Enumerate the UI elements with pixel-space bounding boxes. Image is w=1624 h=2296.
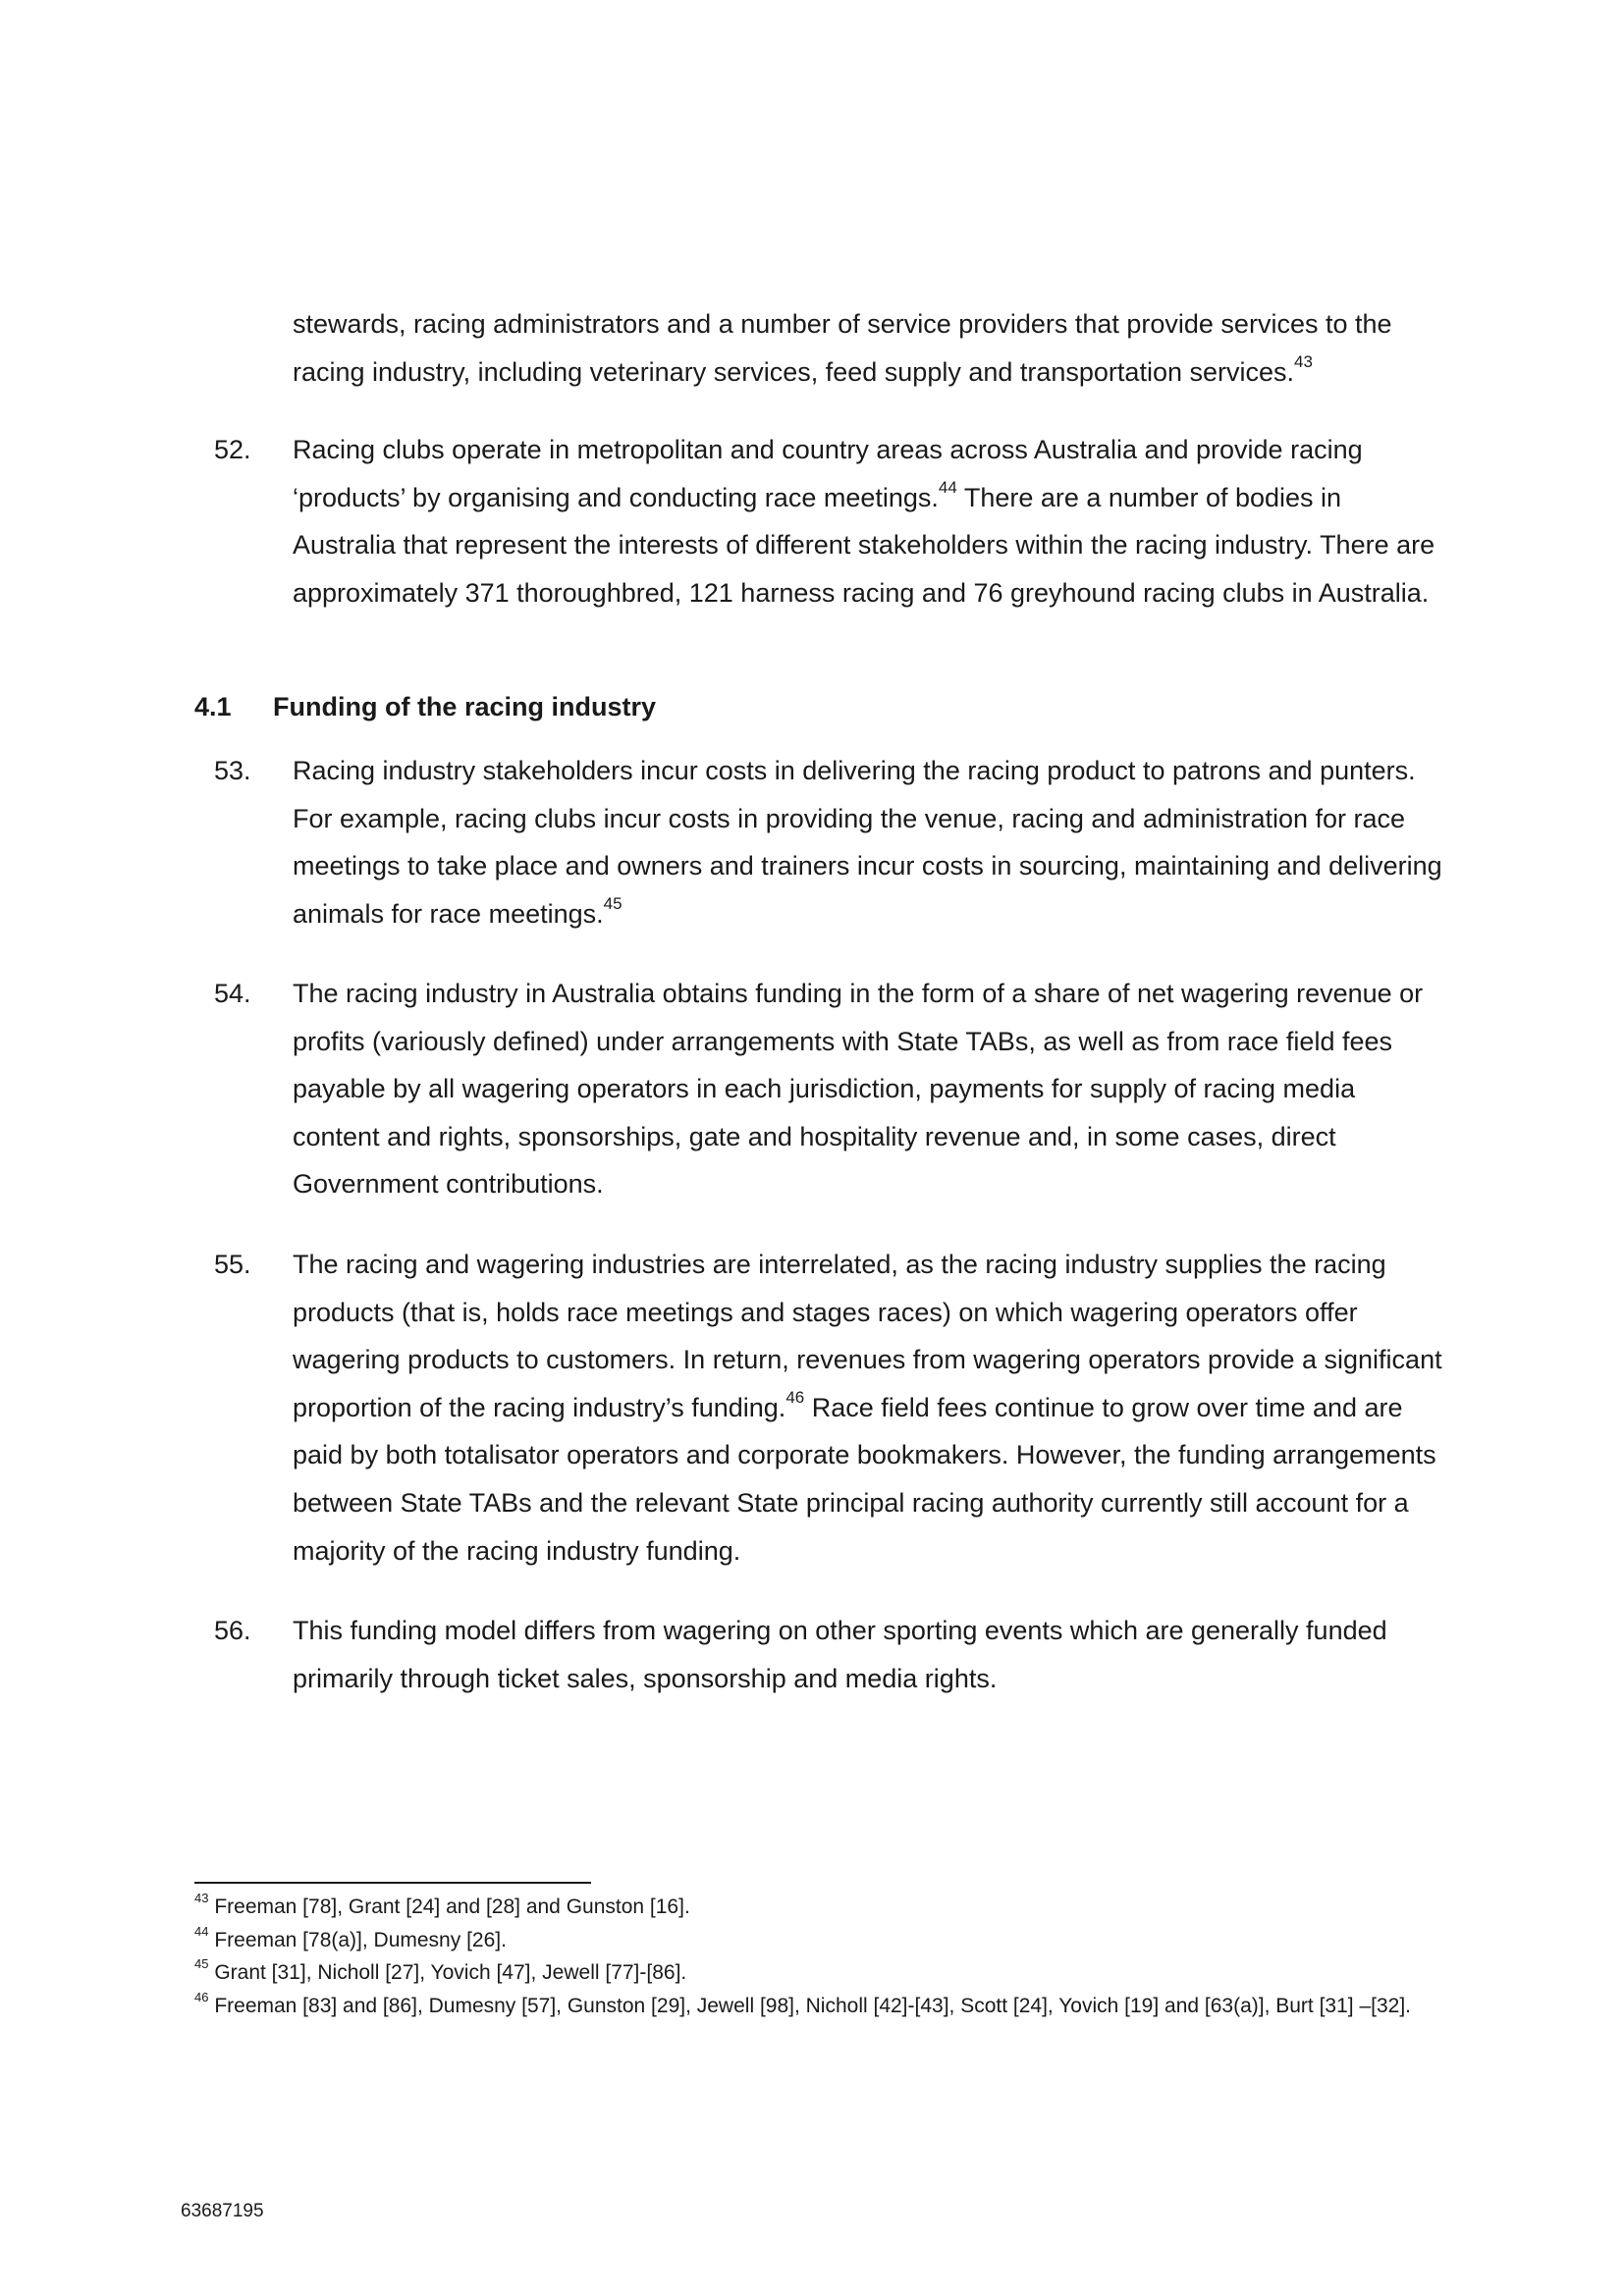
footnote-text: Freeman [83] and [86], Dumesny [57], Gunston [29], Jewell [98], Nicholl [42]-[43], Scott [24], Yovich [19] and [63(a)], Burt [31] –[32]. xyxy=(214,1994,1411,2017)
paragraph-55-text-a: The racing and wagering industries are interrelated, as the racing industry supplies the racing products (that is, holds race meetings and stages races) on which wagering operators offer wagering products to customers. In return, revenues from wagering operators provide a significant proportion of the racing industry’s funding. xyxy=(293,1250,1442,1422)
footnote-text: Freeman [78], Grant [24] and [28] and Gunston [16]. xyxy=(214,1896,690,1918)
paragraph-54 xyxy=(293,970,1446,1208)
footnote-number: 43 xyxy=(194,1891,209,1905)
footnote-44 xyxy=(194,1924,1441,1957)
footnote-text: Grant [31], Nicholl [27], Yovich [47], Jewell [77]-[86]. xyxy=(214,1961,687,1984)
paragraph-53 xyxy=(293,747,1446,937)
paragraph-number-55: 55. xyxy=(214,1250,251,1279)
footnote-46 xyxy=(194,1990,1441,2023)
document-id: 63687195 xyxy=(181,2201,264,2221)
footnote-number: 45 xyxy=(194,1956,209,1971)
paragraph-52 xyxy=(293,426,1446,616)
section-heading: Funding of the racing industry xyxy=(273,692,656,721)
footnote-ref-46[interactable]: 46 xyxy=(785,1387,805,1407)
paragraph-53-text: Racing industry stakeholders incur costs in delivering the racing product to patrons and punters. For example, racing clubs incur costs in providing the venue, racing and administration for race meetings to take place and owners and trainers incur costs in sourcing, maintaining and delivering animals for race meetings. xyxy=(293,756,1442,929)
paragraph-52-text-b: There are a number of bodies in Australia that represent the interests of different stakeholders within the racing industry. There are approximately 371 thoroughbred, 121 harness racing and 76 greyhound racing clubs in Australia. xyxy=(293,482,1435,608)
continuation-text: stewards, racing administrators and a number of service providers that provide services to the racing industry, including veterinary services, feed supply and transportation services. xyxy=(293,309,1392,387)
footnote-ref-44[interactable]: 44 xyxy=(938,477,957,497)
paragraph-56-text: This funding model differs from wagering on other sporting events which are generally funded primarily through ticket sales, sponsorship and media rights. xyxy=(293,1616,1387,1693)
footnote-text: Freeman [78(a)], Dumesny [26]. xyxy=(214,1928,507,1951)
paragraph-55-text-b: Race field fees continue to grow over time and are paid by both totalisator operators and corporate bookmakers. However, the funding arrangements between State TABs and the relevant State principal racing authority currently still account for a majority of the racing industry funding. xyxy=(293,1392,1436,1566)
paragraph-54-text: The racing industry in Australia obtains funding in the form of a share of net wagering revenue or profits (variously defined) under arrangements with State TABs, as well as from race field fees payable by all wagering operators in each jurisdiction, payments for supply of racing media content and rights, sponsorships, gate and hospitality revenue and, in some cases, direct Government contributions. xyxy=(293,979,1424,1200)
section-number: 4.1 xyxy=(194,692,232,721)
paragraph-number-53: 53. xyxy=(214,756,251,785)
paragraph-52-text-a: Racing clubs operate in metropolitan and country areas across Australia and provide racing ‘products’ by organising and conducting race meetings. xyxy=(293,435,1363,512)
footnotes xyxy=(194,1891,1441,2022)
paragraph-number-52: 52. xyxy=(214,435,251,464)
footnote-separator xyxy=(194,1882,591,1884)
footnote-number: 44 xyxy=(194,1923,209,1939)
footnote-45 xyxy=(194,1956,1441,1990)
footnote-ref-43[interactable]: 43 xyxy=(1294,351,1313,371)
continuation-paragraph xyxy=(293,300,1446,396)
paragraph-number-54: 54. xyxy=(214,979,251,1008)
paragraph-number-56: 56. xyxy=(214,1616,251,1645)
paragraph-55 xyxy=(293,1241,1446,1575)
paragraph-56 xyxy=(293,1607,1446,1702)
footnote-number: 46 xyxy=(194,1989,209,2004)
footnote-ref-45[interactable]: 45 xyxy=(603,893,623,913)
footnote-43 xyxy=(194,1891,1441,1924)
